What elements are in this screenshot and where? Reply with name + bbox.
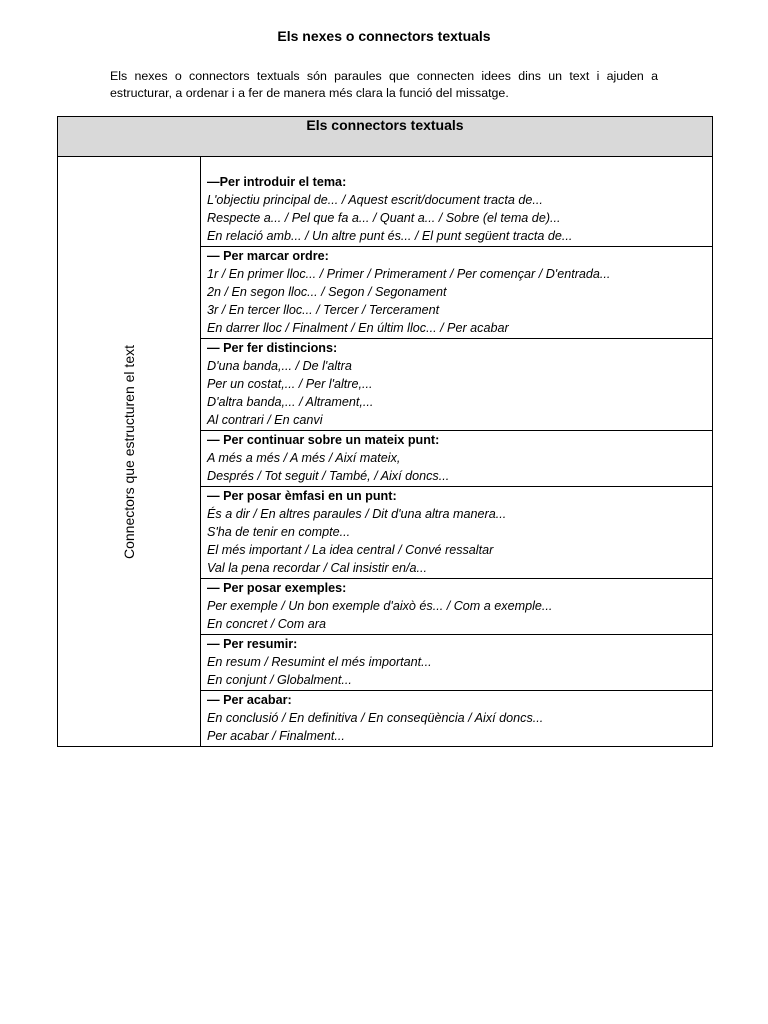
connector-item: D'una banda,... / De l'altra [207, 359, 352, 373]
connector-item: En resum / Resumint el més important... [207, 655, 432, 669]
table-header: Els connectors textuals [58, 117, 713, 157]
connector-item: Després / Tot seguit / També, / Així doncs... [207, 469, 450, 483]
connector-item: Per exemple / Un bon exemple d'això és... / Com a exemple... [207, 599, 553, 613]
connector-group [201, 431, 712, 487]
connector-item: S'ha de tenir en compte... [207, 525, 351, 539]
group-title: —Per introduir el tema: [207, 175, 347, 189]
connector-item: En conjunt / Globalment... [207, 673, 352, 687]
connector-item: Per un costat,... / Per l'altre,... [207, 377, 373, 391]
group-title: — Per fer distincions: [207, 341, 338, 355]
page-title: Els nexes o connectors textuals [277, 28, 491, 44]
group-title: — Per marcar ordre: [207, 249, 329, 263]
connector-group [201, 487, 712, 579]
side-cell [58, 157, 201, 747]
group-title: — Per posar èmfasi en un punt: [207, 489, 397, 503]
connector-item: En concret / Com ara [207, 617, 326, 631]
connector-item: Al contrari / En canvi [207, 413, 323, 427]
group-title: — Per resumir: [207, 637, 298, 651]
connector-item: A més a més / A més / Així mateix, [207, 451, 401, 465]
connector-group [201, 247, 712, 339]
connector-group [201, 157, 712, 247]
connector-item: Per acabar / Finalment... [207, 729, 345, 743]
connector-item: En darrer lloc / Finalment / En últim lloc... / Per acabar [207, 321, 509, 335]
connector-item: El més important / La idea central / Convé ressaltar [207, 543, 494, 557]
connector-item: 2n / En segon lloc... / Segon / Segonament [207, 285, 447, 299]
connector-item: És a dir / En altres paraules / Dit d'una altra manera... [207, 507, 507, 521]
connector-item: En conclusió / En definitiva / En conseqüència / Així doncs... [207, 711, 544, 725]
connector-group [201, 579, 712, 635]
connector-item: D'altra banda,... / Altrament,... [207, 395, 374, 409]
connector-item: Respecte a... / Pel que fa a... / Quant a... / Sobre (el tema de)... [207, 211, 561, 225]
connector-item: Val la pena recordar / Cal insistir en/a... [207, 561, 428, 575]
connector-item: 3r / En tercer lloc... / Tercer / Tercerament [207, 303, 440, 317]
side-label: Connectors que estructuren el text [121, 344, 137, 559]
connector-group [201, 339, 712, 431]
connector-item: 1r / En primer lloc... / Primer / Primerament / Per començar / D'entrada... [207, 267, 611, 281]
connectors-table [57, 116, 713, 747]
connector-group [201, 635, 712, 691]
group-title: — Per posar exemples: [207, 581, 347, 595]
connector-item: En relació amb... / Un altre punt és... / El punt següent tracta de... [207, 229, 573, 243]
intro-paragraph: Els nexes o connectors textuals són paraules que connecten idees dins un text i ajuden a estructurar, a ordenar i a fer de manera més clara la funció del missatge. [110, 69, 658, 100]
group-title: — Per continuar sobre un mateix punt: [207, 433, 440, 447]
group-title: — Per acabar: [207, 693, 292, 707]
connector-groups [201, 157, 713, 747]
connector-group [201, 691, 712, 746]
connector-item: L'objectiu principal de... / Aquest escrit/document tracta de... [207, 193, 543, 207]
